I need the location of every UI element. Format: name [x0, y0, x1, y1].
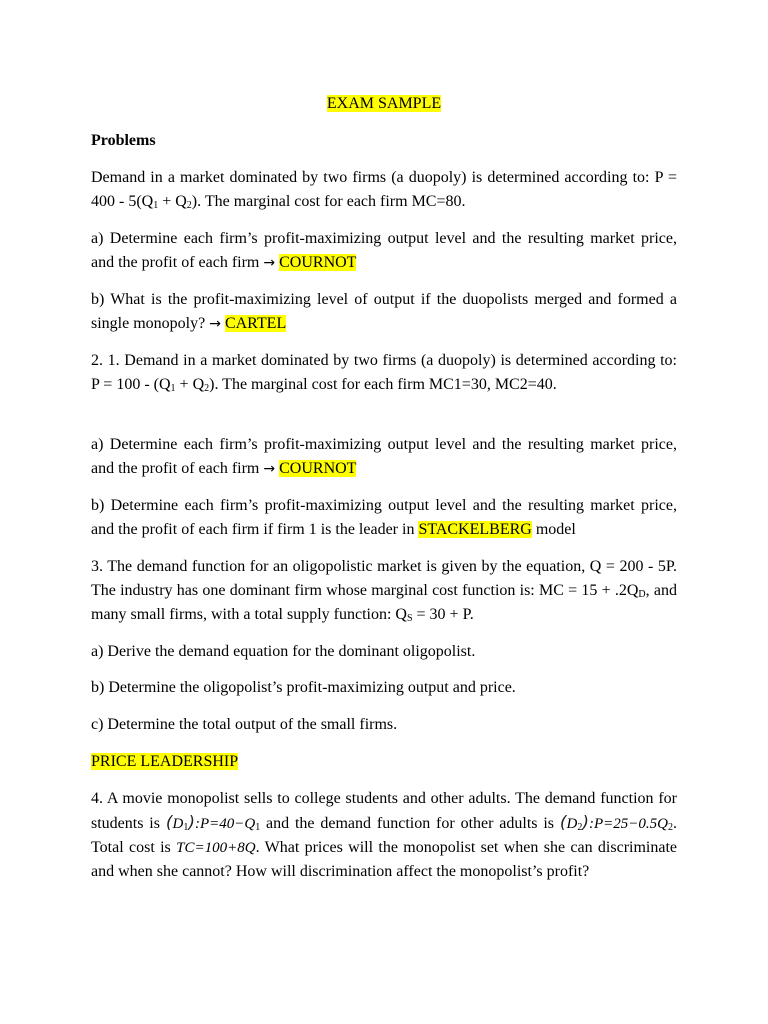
equation-students: $(D_1):P=40-Q_1$ [165, 813, 261, 833]
tag-price-leadership: PRICE LEADERSHIP [91, 753, 239, 770]
equation-adults: $(D_2):P=25-0.5Q_2$ [559, 813, 673, 833]
arrow-right-icon: → [263, 461, 276, 477]
problem-1: Demand in a market dominated by two firms (a duopoly) is determined according to: $P = 400 - 5(Q_1 + Q_2)$. The marginal cost for each firm MC=80. [91, 169, 677, 211]
problem-1a: a) Determine each firm’s profit-maximizing output level and the resulting market price, and the profit of each firm → COURNOT [91, 230, 677, 271]
problem-2: 2. 1. Demand in a market dominated by two firms (a duopoly) is determined according to: $P = 100 - (Q_1 + Q_2)$. The marginal cost for each firm MC1=30, MC2=40. [91, 352, 677, 394]
equation-total-cost: TC=100+8Q [176, 840, 256, 856]
section-tag [91, 750, 677, 774]
problem-1b: b) What is the profit-maximizing level of output if the duopolists merged and formed a single monopoly? → CARTEL [91, 291, 677, 332]
tag-cournot: COURNOT [279, 460, 357, 477]
problem-3a: a) Derive the demand equation for the dominant oligopolist. [91, 643, 476, 660]
arrow-right-icon: → [263, 255, 276, 271]
document-title [0, 93, 768, 115]
problem-4: 4. A movie monopolist sells to college students and other adults. The demand function for students is $(D_1):P=40-Q_1$ and the demand function for other adults is $(D_2):P=25-0.5Q_2$. Total cost is TC=100+8Q. What prices will the monopolist set when she can discriminate and when she cannot? How will discrimination affect the monopolist’s profit? [91, 790, 678, 880]
problem-2a: a) Determine each firm’s profit-maximizing output level and the resulting market price, and the profit of each firm → COURNOT [91, 436, 677, 477]
problem-3b: b) Determine the oligopolist’s profit-maximizing output and price. [91, 679, 516, 696]
problem-2b: b) Determine each firm’s profit-maximizing output level and the resulting market price, and the profit of each firm if firm 1 is the leader in STACKELBERG model [91, 497, 677, 538]
problem-3: 3. The demand function for an oligopolistic market is given by the equation, Q = 200 - 5P. The industry has one dominant firm whose marginal cost function is: MC = $15 + .2Q_D$, and many small firms, with a total supply function: $Q_S = 30 + P$. [91, 558, 677, 624]
title-highlight: EXAM SAMPLE [326, 95, 442, 112]
problem-3c: c) Determine the total output of the small firms. [91, 716, 398, 733]
tag-stackelberg: STACKELBERG [418, 521, 532, 538]
tag-cournot: COURNOT [279, 254, 357, 271]
arrow-right-icon: → [209, 316, 221, 332]
tag-cartel: CARTEL [224, 315, 287, 332]
section-heading: Problems [91, 132, 156, 149]
